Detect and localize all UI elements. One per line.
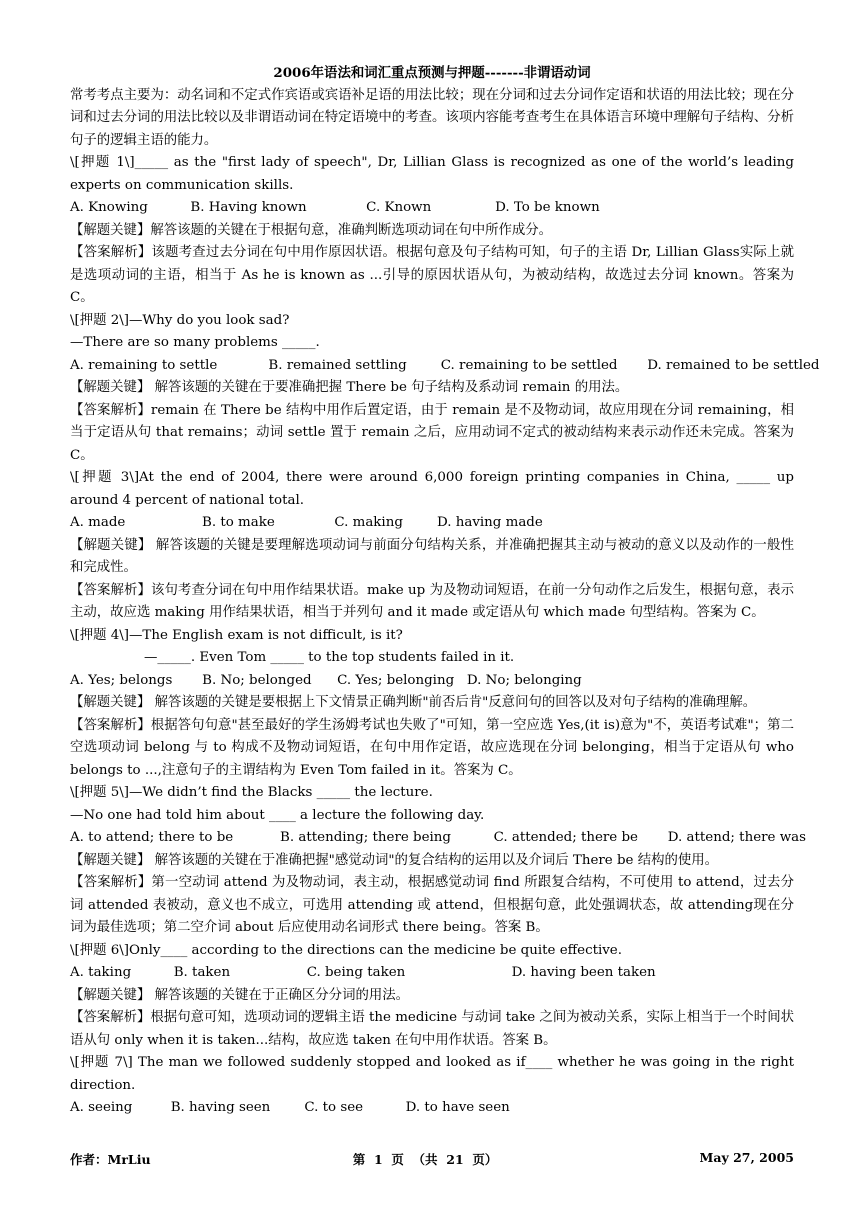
q2-options: A. remaining to settle B. remained settling C. remaining to be settled D. remained to be settled <box>70 357 820 373</box>
q4-analysis: 【答案解析】根据答句句意"甚至最好的学生汤姆考试也失败了"可知，第一空应选 Yes,(it is)意为"不，英语考试难"；第二空选项动词 belong 与 to 构成不及物动词短语，在句中用作定语，故应选现在分词 belonging，相当于定语从句 who belongs to ...,注意句子的主谓结构为 Even Tom failed in it。答案为 C。 <box>70 717 794 778</box>
q2-stem-2: —There are so many problems _____. <box>70 335 320 350</box>
q2-stem: \[押题 2\]—Why do you look sad? <box>70 312 290 328</box>
q4-stem: \[押题 4\]—The English exam is not difficult, is it? <box>70 627 403 643</box>
q1-key: 【解题关键】解答该题的关键在于根据句意，准确判断选项动词在句中所作成分。 <box>70 222 553 238</box>
q5-stem-2: —No one had told him about ____ a lecture the following day. <box>70 807 485 823</box>
q2-key: 【解题关键】 解答该题的关键在于要准确把握 There be 句子结构及系动词 remain 的用法。 <box>70 380 629 395</box>
q4-options: A. Yes; belongs B. No; belonged C. Yes; belonging D. No; belonging <box>70 672 582 688</box>
q7-stem: \[押题 7\] The man we followed suddenly stopped and looked as if____ whether he was going in the right direction. <box>70 1055 794 1093</box>
q5-options: A. to attend; there to be B. attending; there being C. attended; there be D. attend; there was <box>70 830 807 845</box>
q3-stem: \[押题 3\]At the end of 2004, there were around 6,000 foreign printing companies in China, _____ up around 4 percent of national total. <box>70 470 794 508</box>
intro-paragraph: 常考考点主要为：动名词和不定式作宾语或宾语补足语的用法比较；现在分词和过去分词作定语和状语的用法比较；现在分词和过去分词的用法比较以及非谓语动词在特定语境中的考查。该项内容能考查考生在具体语言环境中理解句子结构、分析句子的逻辑主语的能力。 <box>70 87 794 148</box>
q2-analysis: 【答案解析】remain 在 There be 结构中用作后置定语，由于 remain 是不及物动词，故应用现在分词 remaining，相当于定语从句 that remains；动词 settle 置于 remain 之后，应用动词不定式的被动结构来表示动作还未完成。答案为 C。 <box>70 402 794 463</box>
q1-options: A. Knowing B. Having known C. Known D. To be known <box>70 200 600 215</box>
q7-options: A. seeing B. having seen C. to see D. to have seen <box>70 1100 510 1115</box>
q5-analysis: 【答案解析】第一空动词 attend 为及物动词，表主动，根据感觉动词 find 所跟复合结构，不可使用 to attend，过去分词 attended 表被动，意义也不成立，可选用 attending 或 attend，但根据句意，此处强调状态，故 attending现在分词为最佳选项；第二空介词 about 后应使用动名词形式 there being。答案 B。 <box>70 875 794 935</box>
q6-analysis: 【答案解析】根据句意可知，选项动词的逻辑主语 the medicine 与动词 take 之间为被动关系，实际上相当于一个时间状语从句 only when it is taken...结构，故应选 taken 在句中用作状语。答案 B。 <box>70 1010 794 1048</box>
footer-date: May 27, 2005 <box>699 1150 794 1165</box>
q6-stem: \[押题 6\]Only____ according to the directions can the medicine be quite effective. <box>70 942 622 958</box>
q5-key: 【解题关键】 解答该题的关键在于准确把握"感觉动词"的复合结构的运用以及介词后 There be 结构的使用。 <box>70 852 719 868</box>
q3-key: 【解题关键】 解答该题的关键是要理解选项动词与前面分句结构关系，并准确把握其主动与被动的意义以及动作的一般性和完成性。 <box>70 537 794 575</box>
q1-analysis: 【答案解析】该题考查过去分词在句中用作原因状语。根据句意及句子结构可知，句子的主语 Dr, Lillian Glass实际上就是选项动词的主语，相当于 As he is known as ...引导的原因状语从句，为被动结构，故选过去分词 known。答案为 C。 <box>70 245 794 305</box>
page-footer <box>70 1150 794 1170</box>
footer-page-number: 第 1 页 （共 21 页） <box>352 1152 498 1167</box>
footer-author: 作者：MrLiu <box>70 1152 151 1167</box>
document-title: 2006年语法和词汇重点预测与押题-------非谓语动词 <box>273 65 591 81</box>
q4-stem-2: —_____. Even Tom _____ to the top students failed in it. <box>144 650 515 665</box>
q4-key: 【解题关键】 解答该题的关键是要根据上下文情景正确判断"前否后肯"反意问句的回答以及对句子结构的准确理解。 <box>70 695 757 710</box>
q1-stem: \[押题 1\]_____ as the "first lady of speech", Dr, Lillian Glass is recognized as one of the world’s leading experts on communication skills. <box>70 155 794 193</box>
q6-options: A. taking B. taken C. being taken D. having been taken <box>70 965 656 980</box>
q3-options: A. made B. to make C. making D. having made <box>70 515 543 530</box>
q3-analysis: 【答案解析】该句考查分词在句中用作结果状语。make up 为及物动词短语，在前一分句动作之后发生，根据句意，表示主动，故应选 making 用作结果状语，相当于并列句 and it made 或定语从句 which made 句型结构。答案为 C。 <box>70 582 794 620</box>
document-page <box>70 62 820 1120</box>
q6-key: 【解题关键】 解答该题的关键在于正确区分分词的用法。 <box>70 987 410 1003</box>
q5-stem: \[押题 5\]—We didn’t find the Blacks _____ the lecture. <box>70 785 433 800</box>
